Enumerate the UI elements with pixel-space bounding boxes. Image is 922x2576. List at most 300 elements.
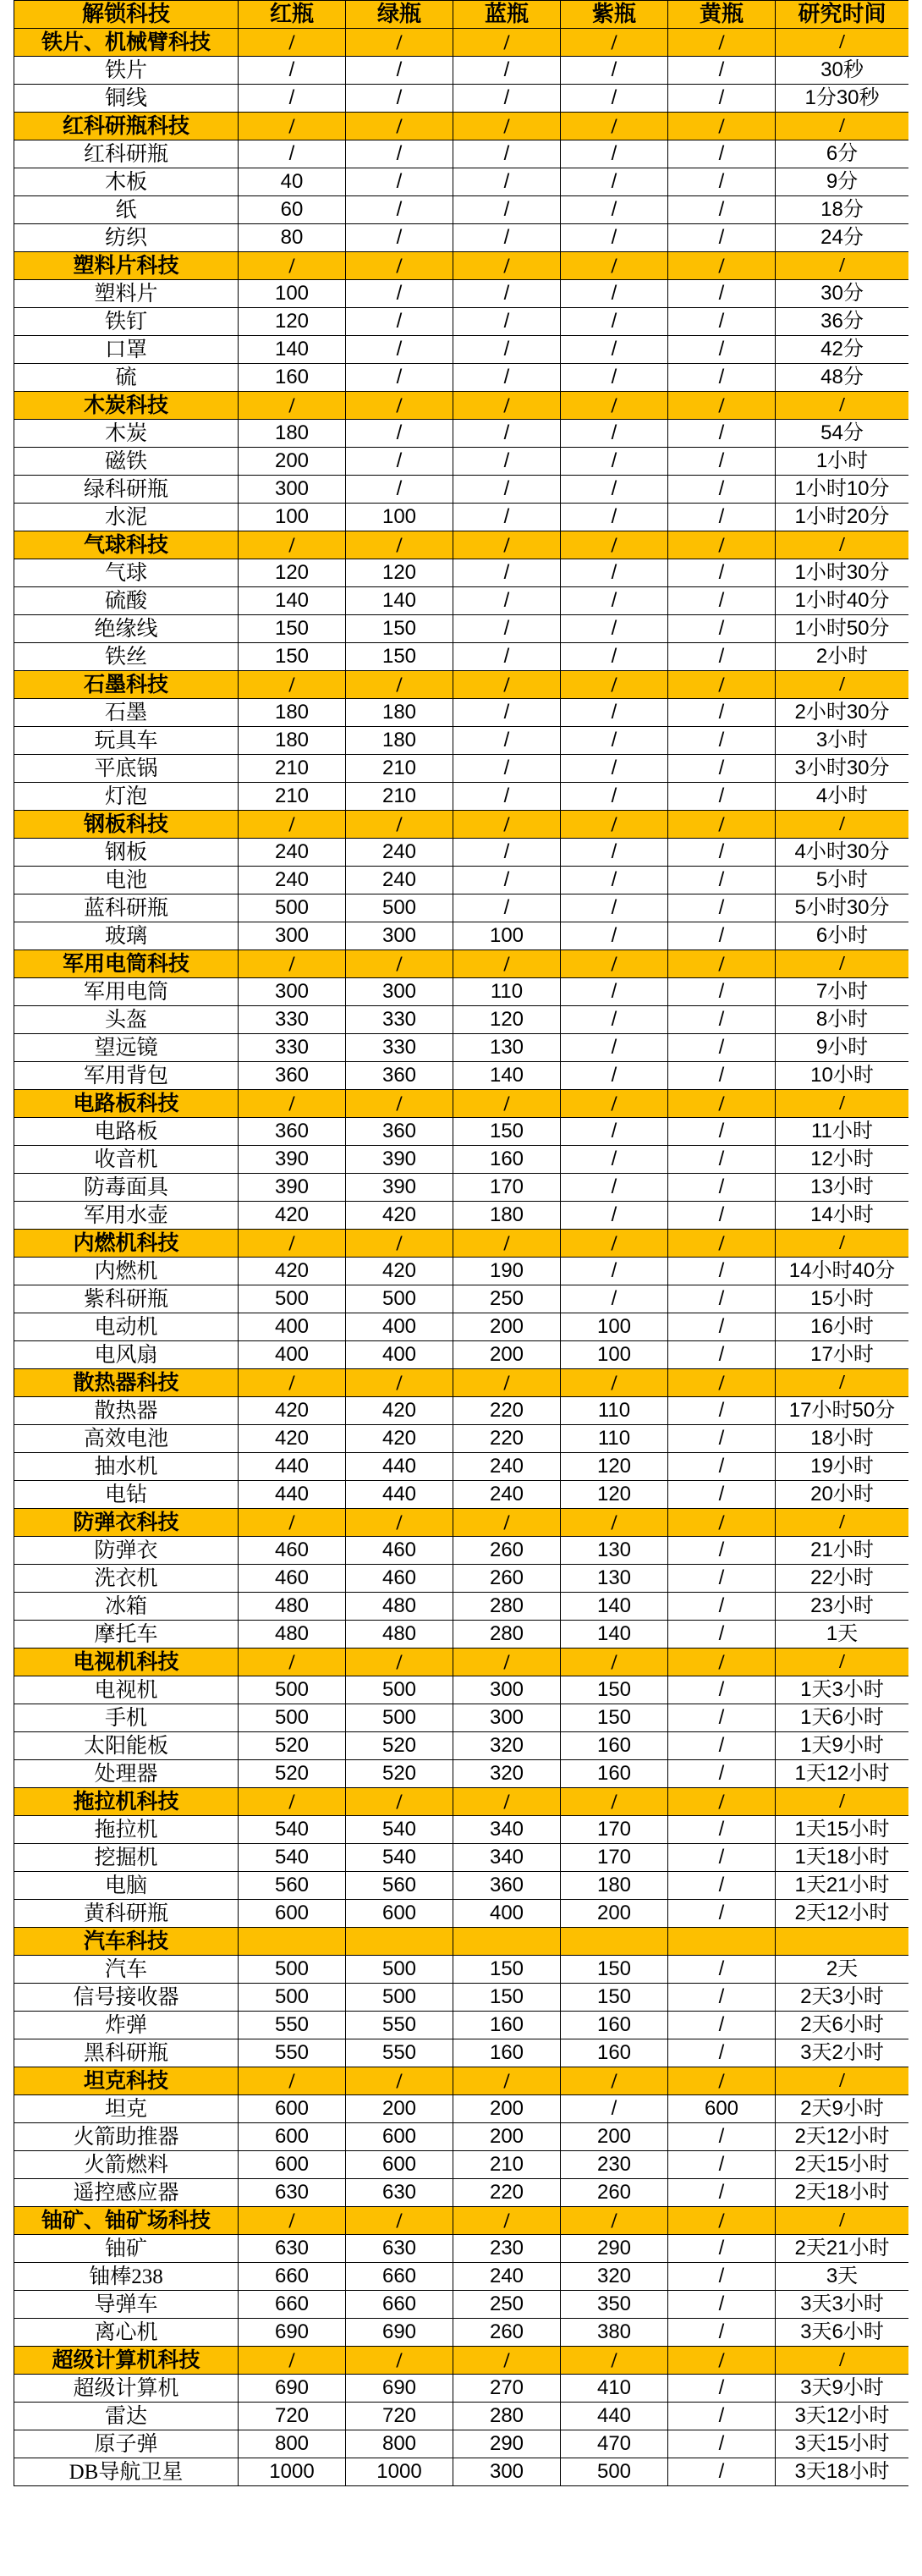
table-row: [14, 2151, 909, 2179]
section-cell-red: /: [239, 1230, 346, 1258]
cell-green: 300: [346, 922, 453, 950]
cell-yellow: /: [668, 1760, 776, 1788]
item-name-cell: 高效电池: [14, 1425, 239, 1453]
cell-yellow: /: [668, 1174, 776, 1202]
cell-time: 1天: [776, 1621, 909, 1649]
cell-red: 150: [239, 643, 346, 671]
cell-yellow: /: [668, 1453, 776, 1481]
table-row: [14, 894, 909, 922]
cell-red: 600: [239, 2151, 346, 2179]
section-cell-time: /: [776, 1369, 909, 1397]
cell-red: 140: [239, 336, 346, 364]
item-name-cell: 电脑: [14, 1872, 239, 1900]
cell-time: 20小时: [776, 1481, 909, 1509]
cell-time: 2天12小时: [776, 1900, 909, 1928]
section-cell-time: /: [776, 1788, 909, 1816]
cell-purple: /: [561, 699, 668, 727]
cell-purple: /: [561, 587, 668, 615]
cell-green: 180: [346, 699, 453, 727]
table-row: [14, 1676, 909, 1704]
cell-time: 3天12小时: [776, 2403, 909, 2430]
section-header-row: [14, 1509, 909, 1537]
cell-time: 3天15小时: [776, 2430, 909, 2458]
section-cell-yellow: /: [668, 1788, 776, 1816]
cell-time: 5小时30分: [776, 894, 909, 922]
section-cell-blue: /: [453, 1369, 561, 1397]
item-name-cell: 电路板: [14, 1118, 239, 1146]
section-title: 坦克科技: [14, 2067, 239, 2095]
table-row: [14, 140, 909, 168]
table-row: [14, 448, 909, 476]
section-cell-time: /: [776, 950, 909, 978]
cell-time: 22小时: [776, 1565, 909, 1593]
item-name-cell: 军用背包: [14, 1062, 239, 1090]
cell-blue: /: [453, 57, 561, 85]
cell-yellow: /: [668, 1146, 776, 1174]
section-cell-red: /: [239, 2067, 346, 2095]
cell-yellow: /: [668, 643, 776, 671]
cell-blue: 130: [453, 1034, 561, 1062]
cell-red: 550: [239, 2012, 346, 2039]
section-cell-yellow: /: [668, 531, 776, 559]
section-header-row: [14, 1369, 909, 1397]
cell-blue: 320: [453, 1760, 561, 1788]
section-cell-blue: /: [453, 252, 561, 280]
section-cell-blue: /: [453, 1090, 561, 1118]
cell-yellow: /: [668, 1537, 776, 1565]
cell-yellow: /: [668, 1118, 776, 1146]
cell-green: 360: [346, 1062, 453, 1090]
cell-red: 720: [239, 2403, 346, 2430]
cell-purple: 260: [561, 2179, 668, 2207]
table-row: [14, 699, 909, 727]
item-name-cell: 火箭燃料: [14, 2151, 239, 2179]
section-cell-purple: /: [561, 531, 668, 559]
cell-blue: 160: [453, 2039, 561, 2067]
section-cell-green: /: [346, 2207, 453, 2235]
cell-green: 630: [346, 2179, 453, 2207]
cell-yellow: /: [668, 867, 776, 894]
cell-time: 3天: [776, 2263, 909, 2291]
section-cell-blue: /: [453, 2207, 561, 2235]
cell-yellow: /: [668, 978, 776, 1006]
cell-green: 140: [346, 587, 453, 615]
cell-yellow: /: [668, 755, 776, 783]
table-row: [14, 2095, 909, 2123]
item-name-cell: 离心机: [14, 2319, 239, 2347]
section-title: 汽车科技: [14, 1928, 239, 1956]
cell-red: 400: [239, 1313, 346, 1341]
cell-purple: /: [561, 839, 668, 867]
cell-time: 3天3小时: [776, 2291, 909, 2319]
cell-purple: /: [561, 978, 668, 1006]
cell-blue: 200: [453, 2095, 561, 2123]
table-row: [14, 1397, 909, 1425]
section-cell-purple: /: [561, 1649, 668, 1676]
section-cell-green: /: [346, 1090, 453, 1118]
cell-red: 520: [239, 1760, 346, 1788]
table-row: [14, 2179, 909, 2207]
cell-purple: 200: [561, 1900, 668, 1928]
cell-time: 1天15小时: [776, 1816, 909, 1844]
item-name-cell: 玻璃: [14, 922, 239, 950]
cell-yellow: /: [668, 1397, 776, 1425]
header-cell-green: 绿瓶: [346, 1, 453, 29]
table-row: [14, 2458, 909, 2486]
section-header-row: [14, 2207, 909, 2235]
header-cell-red: 红瓶: [239, 1, 346, 29]
section-title: 电视机科技: [14, 1649, 239, 1676]
cell-time: 1小时50分: [776, 615, 909, 643]
cell-red: 600: [239, 2123, 346, 2151]
cell-green: /: [346, 476, 453, 504]
cell-green: 400: [346, 1313, 453, 1341]
cell-blue: 230: [453, 2235, 561, 2263]
section-cell-green: /: [346, 950, 453, 978]
section-cell-purple: /: [561, 950, 668, 978]
cell-yellow: /: [668, 2458, 776, 2486]
table-row: [14, 85, 909, 113]
cell-purple: 290: [561, 2235, 668, 2263]
cell-time: 1小时20分: [776, 504, 909, 531]
table-row: [14, 2291, 909, 2319]
cell-purple: /: [561, 57, 668, 85]
section-cell-purple: /: [561, 811, 668, 839]
cell-purple: 170: [561, 1844, 668, 1872]
cell-green: 600: [346, 2151, 453, 2179]
item-name-cell: 原子弹: [14, 2430, 239, 2458]
section-cell-time: /: [776, 1649, 909, 1676]
section-title: 塑料片科技: [14, 252, 239, 280]
cell-red: 330: [239, 1034, 346, 1062]
cell-green: /: [346, 420, 453, 448]
cell-time: 1天21小时: [776, 1872, 909, 1900]
section-cell-green: /: [346, 392, 453, 420]
section-cell-purple: /: [561, 1369, 668, 1397]
cell-purple: /: [561, 504, 668, 531]
cell-yellow: /: [668, 1956, 776, 1984]
cell-yellow: /: [668, 1900, 776, 1928]
cell-time: 1天9小时: [776, 1732, 909, 1760]
section-title: 红科研瓶科技: [14, 113, 239, 140]
cell-purple: 160: [561, 1732, 668, 1760]
cell-time: 1天12小时: [776, 1760, 909, 1788]
item-name-cell: 绿科研瓶: [14, 476, 239, 504]
table-row: [14, 1062, 909, 1090]
cell-red: 390: [239, 1174, 346, 1202]
cell-red: 690: [239, 2375, 346, 2403]
cell-blue: /: [453, 336, 561, 364]
cell-time: 10小时: [776, 1062, 909, 1090]
cell-yellow: 600: [668, 2095, 776, 2123]
cell-red: 520: [239, 1732, 346, 1760]
cell-blue: /: [453, 504, 561, 531]
cell-blue: 150: [453, 1956, 561, 1984]
cell-time: 5小时: [776, 867, 909, 894]
cell-yellow: /: [668, 196, 776, 224]
cell-blue: 340: [453, 1844, 561, 1872]
item-name-cell: 电动机: [14, 1313, 239, 1341]
cell-red: 480: [239, 1593, 346, 1621]
section-cell-time: /: [776, 392, 909, 420]
section-cell-red: /: [239, 2347, 346, 2375]
item-name-cell: 平底锅: [14, 755, 239, 783]
cell-blue: /: [453, 727, 561, 755]
section-header-row: [14, 671, 909, 699]
section-title: 内燃机科技: [14, 1230, 239, 1258]
header-cell-yellow: 黄瓶: [668, 1, 776, 29]
table-row: [14, 1146, 909, 1174]
section-cell-red: /: [239, 29, 346, 57]
cell-time: 1小时40分: [776, 587, 909, 615]
cell-yellow: /: [668, 1676, 776, 1704]
table-row: [14, 2039, 909, 2067]
cell-green: 300: [346, 978, 453, 1006]
section-cell-time: /: [776, 2347, 909, 2375]
table-row: [14, 727, 909, 755]
section-cell-purple: [561, 1928, 668, 1956]
item-name-cell: 洗衣机: [14, 1565, 239, 1593]
cell-purple: 410: [561, 2375, 668, 2403]
section-title: 散热器科技: [14, 1369, 239, 1397]
cell-green: 390: [346, 1174, 453, 1202]
cell-blue: 220: [453, 1425, 561, 1453]
cell-yellow: /: [668, 168, 776, 196]
cell-green: 500: [346, 1285, 453, 1313]
cell-blue: 160: [453, 2012, 561, 2039]
table-row: [14, 783, 909, 811]
section-cell-red: /: [239, 950, 346, 978]
cell-time: 36分: [776, 308, 909, 336]
item-name-cell: 防毒面具: [14, 1174, 239, 1202]
section-cell-time: /: [776, 531, 909, 559]
table-row: [14, 587, 909, 615]
cell-purple: /: [561, 1146, 668, 1174]
cell-red: 100: [239, 504, 346, 531]
cell-purple: 470: [561, 2430, 668, 2458]
table-row: [14, 839, 909, 867]
cell-green: /: [346, 364, 453, 392]
section-cell-blue: /: [453, 2067, 561, 2095]
cell-blue: /: [453, 559, 561, 587]
item-name-cell: 坦克: [14, 2095, 239, 2123]
cell-blue: 340: [453, 1816, 561, 1844]
cell-blue: 150: [453, 1118, 561, 1146]
cell-blue: 240: [453, 1453, 561, 1481]
cell-purple: /: [561, 1034, 668, 1062]
section-title: 木炭科技: [14, 392, 239, 420]
cell-blue: 110: [453, 978, 561, 1006]
cell-red: 1000: [239, 2458, 346, 2486]
section-cell-green: /: [346, 1649, 453, 1676]
cell-time: 3天9小时: [776, 2375, 909, 2403]
section-cell-red: /: [239, 1090, 346, 1118]
cell-blue: 140: [453, 1062, 561, 1090]
cell-purple: 320: [561, 2263, 668, 2291]
cell-red: 180: [239, 420, 346, 448]
item-name-cell: 黑科研瓶: [14, 2039, 239, 2067]
section-cell-yellow: /: [668, 1509, 776, 1537]
section-header-row: [14, 1928, 909, 1956]
cell-purple: /: [561, 476, 668, 504]
cell-purple: /: [561, 336, 668, 364]
section-cell-yellow: /: [668, 2347, 776, 2375]
section-header-row: [14, 811, 909, 839]
cell-purple: 100: [561, 1313, 668, 1341]
cell-purple: 230: [561, 2151, 668, 2179]
item-name-cell: 军用水壶: [14, 1202, 239, 1230]
cell-green: 660: [346, 2263, 453, 2291]
table-row: [14, 1118, 909, 1146]
section-cell-red: /: [239, 113, 346, 140]
cell-yellow: /: [668, 140, 776, 168]
cell-blue: /: [453, 308, 561, 336]
cell-purple: /: [561, 1174, 668, 1202]
section-header-row: [14, 29, 909, 57]
cell-time: 16小时: [776, 1313, 909, 1341]
section-cell-time: /: [776, 113, 909, 140]
cell-purple: 380: [561, 2319, 668, 2347]
cell-purple: /: [561, 1118, 668, 1146]
section-cell-blue: /: [453, 1230, 561, 1258]
item-name-cell: 太阳能板: [14, 1732, 239, 1760]
item-name-cell: 钢板: [14, 839, 239, 867]
item-name-cell: 超级计算机: [14, 2375, 239, 2403]
section-cell-red: /: [239, 1369, 346, 1397]
cell-blue: 240: [453, 2263, 561, 2291]
cell-blue: /: [453, 867, 561, 894]
cell-blue: 190: [453, 1258, 561, 1285]
cell-blue: /: [453, 196, 561, 224]
cell-green: 1000: [346, 2458, 453, 2486]
table-row: [14, 1593, 909, 1621]
cell-green: 500: [346, 1956, 453, 1984]
cell-yellow: /: [668, 1341, 776, 1369]
cell-red: 420: [239, 1397, 346, 1425]
section-cell-time: /: [776, 1230, 909, 1258]
cell-green: 630: [346, 2235, 453, 2263]
cell-green: 550: [346, 2039, 453, 2067]
cell-time: 2天3小时: [776, 1984, 909, 2012]
cell-blue: /: [453, 643, 561, 671]
section-cell-purple: /: [561, 392, 668, 420]
cell-red: 500: [239, 1704, 346, 1732]
cell-time: 9小时: [776, 1034, 909, 1062]
cell-red: /: [239, 85, 346, 113]
cell-green: 150: [346, 643, 453, 671]
cell-blue: 300: [453, 2458, 561, 2486]
section-cell-green: /: [346, 1230, 453, 1258]
cell-yellow: /: [668, 1481, 776, 1509]
cell-purple: 110: [561, 1397, 668, 1425]
cell-time: 2天15小时: [776, 2151, 909, 2179]
cell-green: /: [346, 196, 453, 224]
cell-time: 2天: [776, 1956, 909, 1984]
item-name-cell: 汽车: [14, 1956, 239, 1984]
header-cell-purple: 紫瓶: [561, 1, 668, 29]
item-name-cell: 冰箱: [14, 1593, 239, 1621]
cell-green: 210: [346, 783, 453, 811]
section-cell-purple: /: [561, 1090, 668, 1118]
item-name-cell: 木炭: [14, 420, 239, 448]
item-name-cell: 处理器: [14, 1760, 239, 1788]
cell-green: 690: [346, 2375, 453, 2403]
cell-yellow: /: [668, 504, 776, 531]
item-name-cell: 水泥: [14, 504, 239, 531]
cell-blue: 260: [453, 1565, 561, 1593]
cell-yellow: /: [668, 922, 776, 950]
table-row: [14, 1481, 909, 1509]
cell-blue: /: [453, 587, 561, 615]
section-cell-blue: /: [453, 29, 561, 57]
section-cell-purple: /: [561, 2207, 668, 2235]
cell-blue: 200: [453, 1341, 561, 1369]
cell-purple: /: [561, 894, 668, 922]
item-name-cell: 信号接收器: [14, 1984, 239, 2012]
cell-time: 3天18小时: [776, 2458, 909, 2486]
cell-time: 6小时: [776, 922, 909, 950]
table-row: [14, 2123, 909, 2151]
section-title: 石墨科技: [14, 671, 239, 699]
cell-purple: /: [561, 1258, 668, 1285]
item-name-cell: 铜线: [14, 85, 239, 113]
item-name-cell: 铁片: [14, 57, 239, 85]
item-name-cell: 铀矿: [14, 2235, 239, 2263]
cell-purple: 110: [561, 1425, 668, 1453]
table-body: [14, 1, 909, 2486]
cell-time: 18小时: [776, 1425, 909, 1453]
cell-red: 460: [239, 1565, 346, 1593]
table-row: [14, 1732, 909, 1760]
cell-green: 500: [346, 894, 453, 922]
cell-purple: 150: [561, 1704, 668, 1732]
cell-red: 560: [239, 1872, 346, 1900]
cell-red: 420: [239, 1425, 346, 1453]
cell-yellow: /: [668, 2291, 776, 2319]
section-cell-yellow: /: [668, 392, 776, 420]
cell-yellow: /: [668, 476, 776, 504]
section-cell-purple: /: [561, 1509, 668, 1537]
cell-time: 17小时50分: [776, 1397, 909, 1425]
cell-yellow: /: [668, 1872, 776, 1900]
section-cell-blue: /: [453, 950, 561, 978]
cell-time: 12小时: [776, 1146, 909, 1174]
cell-blue: 210: [453, 2151, 561, 2179]
section-cell-green: /: [346, 113, 453, 140]
section-cell-red: /: [239, 531, 346, 559]
section-cell-green: /: [346, 2347, 453, 2375]
table-row: [14, 1816, 909, 1844]
cell-yellow: /: [668, 448, 776, 476]
section-cell-yellow: /: [668, 811, 776, 839]
cell-yellow: /: [668, 727, 776, 755]
cell-green: 500: [346, 1676, 453, 1704]
header-cell-tech: 解锁科技: [14, 1, 239, 29]
item-name-cell: DB导航卫星: [14, 2458, 239, 2486]
item-name-cell: 火箭助推器: [14, 2123, 239, 2151]
section-header-row: [14, 392, 909, 420]
cell-red: 440: [239, 1481, 346, 1509]
cell-red: 160: [239, 364, 346, 392]
section-cell-purple: /: [561, 1788, 668, 1816]
item-name-cell: 玩具车: [14, 727, 239, 755]
cell-purple: 150: [561, 1984, 668, 2012]
cell-red: 210: [239, 755, 346, 783]
cell-blue: 360: [453, 1872, 561, 1900]
cell-blue: /: [453, 615, 561, 643]
cell-green: 440: [346, 1481, 453, 1509]
cell-red: 540: [239, 1844, 346, 1872]
